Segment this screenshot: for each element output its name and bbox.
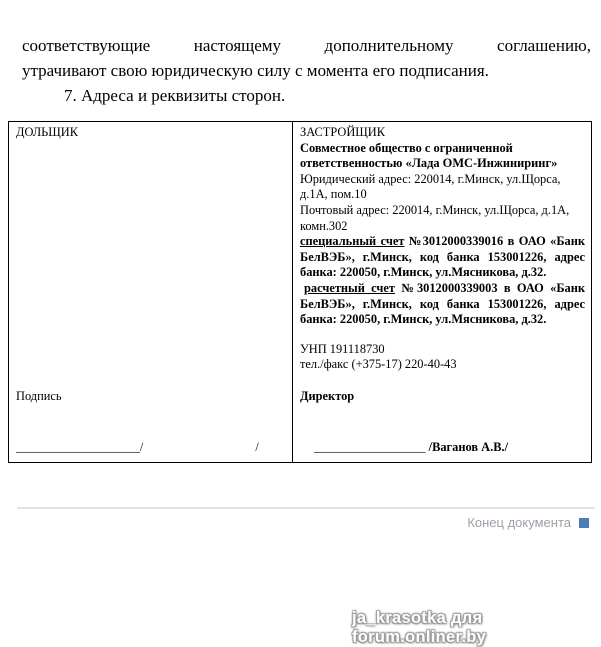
dolshchik-signature-blank: ____________________: [16, 440, 140, 455]
director-signature-name: /Ваганов А.В./: [428, 440, 509, 455]
dolshchik-header: ДОЛЬЩИК: [16, 125, 79, 139]
settlement-account-label: расчетный счет: [304, 280, 395, 295]
phone-fax: тел./факс (+375-17) 220-40-43: [300, 357, 457, 372]
dolshchik-signature-block: [16, 389, 286, 456]
settlement-account: [300, 281, 585, 328]
zastroyshchik-signature-blank: __________________: [314, 440, 426, 455]
special-account-details: №3012000339016 в ОАО «Банк БелВЭБ», г.Минск, код банка 153001226, адрес банка: 220050, г.Минск, ул.Мясникова, д.32.: [300, 234, 586, 280]
special-account-label: специальный счет: [300, 234, 405, 249]
legal-address: Юридический адрес: 220014, г.Минск, ул.Щорса, д.1А, пом.10: [300, 171, 561, 202]
zastroyshchik-header: ЗАСТРОЙЩИК: [300, 125, 386, 139]
paragraph-line-2: утрачивают свою юридическую силу с момента его подписания.: [22, 61, 489, 80]
end-of-document-label: Конец документа: [467, 515, 571, 530]
special-account: [300, 234, 585, 281]
settlement-account-details: №3012000339003 в ОАО «Банк БелВЭБ», г.Минск, код банка 153001226, адрес банка: 220050, г.Минск, ул.Мясникова, д.32.: [300, 280, 585, 327]
dolshchik-slash-1: /: [139, 440, 144, 455]
dolshchik-signature-row: [16, 440, 286, 456]
zastroyshchik-signature-block: [300, 389, 585, 456]
paragraph-line-1: соответствующие настоящему дополнительному соглашению,: [22, 36, 591, 55]
contract-paragraph: [0, 0, 601, 108]
end-of-document-square-icon: [579, 518, 589, 528]
end-of-document-rule: [17, 507, 595, 509]
director-label: Директор: [300, 388, 355, 403]
section-heading: 7. Адреса и реквизиты сторон.: [64, 86, 286, 105]
dolshchik-slash-2: /: [255, 440, 259, 455]
zastroyshchik-signature-row: [300, 440, 585, 456]
requisites-table: [8, 121, 592, 463]
zastroyshchik-cell: [293, 122, 591, 462]
watermark-text: ja_krasotka для forum.onliner.by: [352, 609, 487, 646]
unp-number: УНП 191118730: [300, 341, 385, 356]
dolshchik-cell: [9, 122, 293, 462]
dolshchik-signature-label: Подпись: [16, 388, 62, 403]
postal-address: Почтовый адрес: 220014, г.Минск, ул.Щорса, д.1А, комн.302: [300, 202, 570, 233]
company-name: Совместное общество с ограниченной ответственностью «Лада ОМС-Инжиниринг»: [300, 140, 558, 171]
end-of-document-marker: [467, 515, 589, 530]
